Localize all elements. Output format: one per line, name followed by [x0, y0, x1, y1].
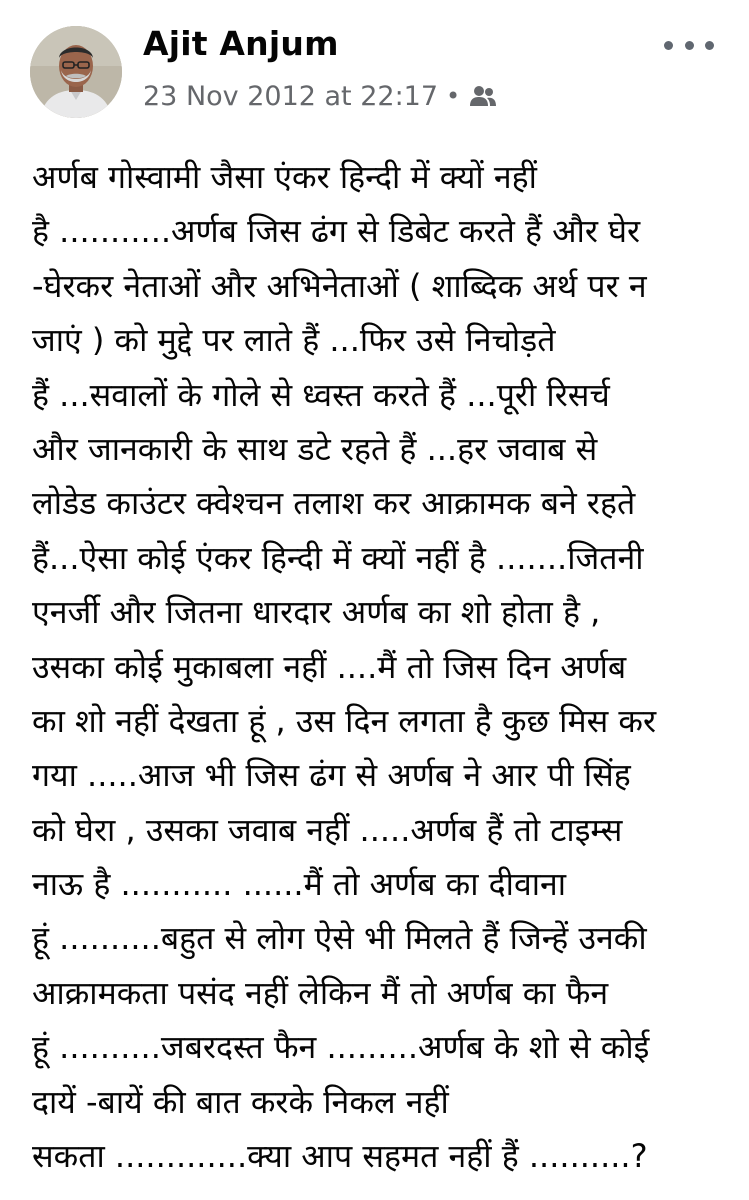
post-text-line: दायें -बायें की बात करके निकल नहीं — [32, 1082, 449, 1121]
post-text-line: हूं ..........जबरदस्त फैन .........अर्णब के शो से कोई — [32, 1028, 650, 1067]
post-text-line: है ...........अर्णब जिस ढंग से डिबेट करते हैं और घेर — [32, 212, 641, 251]
post-text-line: हूं ..........बहुत से लोग ऐसे भी मिलते हैं जिन्हें उनकी — [32, 919, 647, 958]
post-text-line: हैं ...सवालों के गोले से ध्वस्त करते हैं ...पूरी रिसर्च — [32, 375, 610, 414]
post-text-line: अर्णब गोस्वामी जैसा एंकर हिन्दी में क्यों नहीं — [32, 158, 537, 196]
post-meta — [143, 78, 498, 114]
avatar[interactable] — [30, 26, 122, 118]
friends-icon[interactable] — [468, 84, 498, 108]
post-header — [0, 0, 749, 140]
post-timestamp[interactable]: 23 Nov 2012 at 22:17 — [143, 80, 439, 112]
author-name[interactable]: Ajit Anjum — [143, 24, 339, 63]
post-text-line: उसका कोई मुकाबला नहीं ....मैं तो जिस दिन अर्णब — [32, 647, 627, 686]
post-text-line: लोडेड काउंटर क्वेश्चन तलाश कर आक्रामक बने रहते — [32, 484, 636, 523]
post-text — [32, 150, 732, 1183]
meta-separator: • — [446, 82, 461, 110]
post-text-line: आक्रामकता पसंद नहीं लेकिन मैं तो अर्णब का फैन — [32, 973, 609, 1012]
post-text-line: का शो नहीं देखता हूं , उस दिन लगता है कुछ मिस कर — [32, 701, 657, 740]
post-text-line: नाऊ है ........... ......मैं तो अर्णब का दीवाना — [32, 865, 567, 904]
post-text-line: सकता .............क्या आप सहमत नहीं हैं ..........? — [32, 1137, 648, 1176]
more-options-icon[interactable] — [664, 30, 714, 60]
post-text-line: जाएं ) को मुद्दे पर लाते हैं ...फिर उसे निचोड़ते — [32, 321, 556, 360]
post-text-line: -घेरकर नेताओं और अभिनेताओं ( शाब्दिक अर्थ पर न — [32, 266, 647, 305]
post-text-line: गया .....आज भी जिस ढंग से अर्णब ने आर पी सिंह — [32, 756, 631, 795]
post-text-line: एनर्जी और जितना धारदार अर्णब का शो होता है , — [32, 593, 601, 632]
post-text-line: को घेरा , उसका जवाब नहीं .....अर्णब हैं तो टाइम्स — [32, 810, 623, 849]
post-text-line: हैं...ऐसा कोई एंकर हिन्दी में क्यों नहीं है .......जितनी — [32, 538, 644, 577]
profile-photo — [30, 26, 122, 118]
post-text-line: और जानकारी के साथ डटे रहते हैं ...हर जवाब से — [32, 429, 598, 468]
